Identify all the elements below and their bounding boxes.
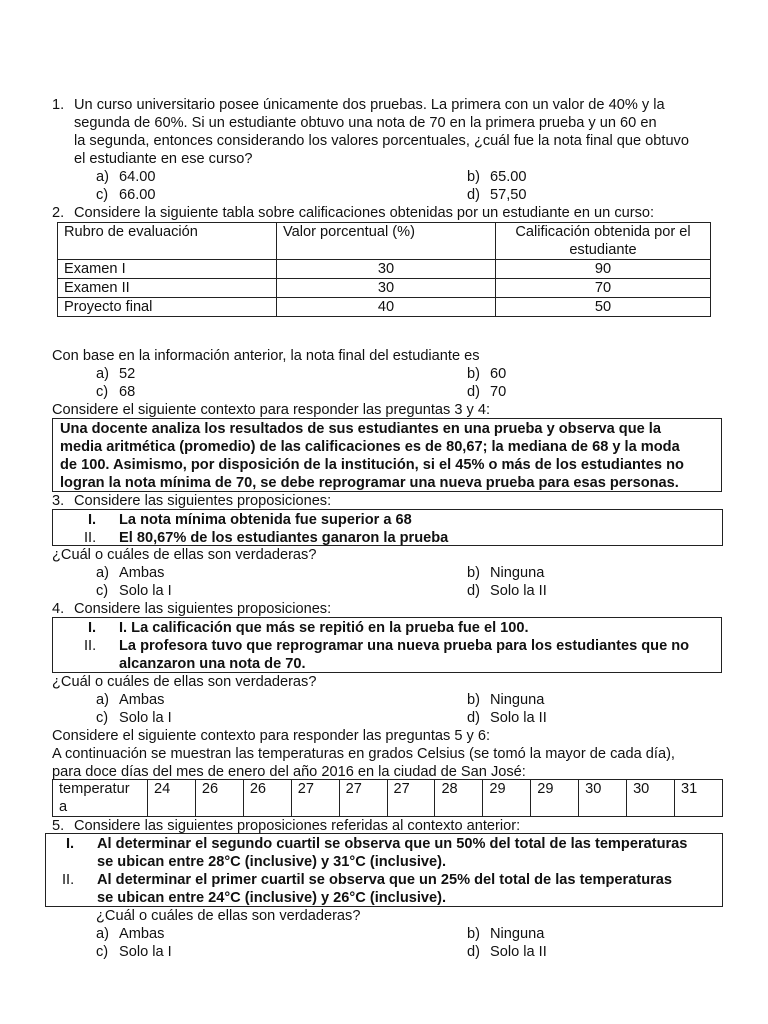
q5-prop-2-number: II. xyxy=(62,872,75,888)
q3-option-a-letter: a) xyxy=(96,565,109,581)
q3-number: 3. xyxy=(52,493,65,509)
q1-option-a-letter: a) xyxy=(96,169,109,185)
q5-option-b-letter: b) xyxy=(467,926,480,942)
q3-option-c-letter: c) xyxy=(96,583,109,599)
table-cell: 90 xyxy=(496,260,711,279)
q5-prop-1: Al determinar el segundo cuartil se observa que un 50% del total de las temperaturas xyxy=(97,836,688,852)
table-row xyxy=(58,260,711,279)
table-header-line: Calificación obtenida por el xyxy=(515,224,691,240)
q2-option-d: 70 xyxy=(490,384,507,400)
q4-option-d: Solo la II xyxy=(490,710,547,726)
temperature-cell: 27 xyxy=(387,780,435,817)
q4-option-b-letter: b) xyxy=(467,692,480,708)
temperature-cell: 29 xyxy=(531,780,579,817)
q3-option-b: Ninguna xyxy=(490,565,545,581)
q5-intro: Considere las siguientes proposiciones referidas al contexto anterior: xyxy=(74,818,521,834)
temperature-cell: 28 xyxy=(435,780,483,817)
q1-number: 1. xyxy=(52,97,65,113)
q1-option-c: 66.00 xyxy=(119,187,156,203)
context-3-4-line: media aritmética (promedio) de las calificaciones es de 80,67; la mediana de 68 y la moda xyxy=(60,439,680,455)
context-3-4-line: logran la nota mínima de 70, se debe reprogramar una nueva prueba para esas personas. xyxy=(60,475,679,491)
temperature-cell: 26 xyxy=(243,780,291,817)
table-header-cell xyxy=(496,223,711,260)
context-5-6-line: A continuación se muestran las temperaturas en grados Celsius (se tomó la mayor de cada día), xyxy=(52,746,675,762)
q5-prop-2-continued: se ubican entre 24°C (inclusive) y 26°C (inclusive). xyxy=(97,890,447,906)
table-header-row xyxy=(58,223,711,260)
context-3-4-intro: Considere el siguiente contexto para responder las preguntas 3 y 4: xyxy=(52,402,491,418)
table-cell: 50 xyxy=(496,298,711,317)
q4-option-a: Ambas xyxy=(119,692,165,708)
q2-intro: Considere la siguiente tabla sobre calificaciones obtenidas por un estudiante en un curso: xyxy=(74,205,655,221)
q3-option-d: Solo la II xyxy=(490,583,547,599)
q5-prop-1-continued: se ubican entre 28°C (inclusive) y 31°C (inclusive). xyxy=(97,854,447,870)
q1-line: la segunda, entonces considerando los valores porcentuales, ¿cuál fue la nota final que obtuvo xyxy=(74,133,689,149)
q5-option-c-letter: c) xyxy=(96,944,109,960)
grades-table xyxy=(57,222,711,317)
temperature-cell: 30 xyxy=(579,780,627,817)
table-cell: 30 xyxy=(277,260,496,279)
q1-option-d-letter: d) xyxy=(467,187,480,203)
context-5-6-line: para doce días del mes de enero del año 2016 en la ciudad de San José: xyxy=(52,764,526,780)
q4-number: 4. xyxy=(52,601,65,617)
q4-option-d-letter: d) xyxy=(467,710,480,726)
temperature-cell: 29 xyxy=(483,780,531,817)
q4-option-c: Solo la I xyxy=(119,710,172,726)
q3-option-d-letter: d) xyxy=(467,583,480,599)
q2-number: 2. xyxy=(52,205,65,221)
q5-option-a-letter: a) xyxy=(96,926,109,942)
context-3-4-line: de 100. Asimismo, por disposición de la institución, si el 45% o más de los estudiantes no xyxy=(60,457,684,473)
q3-intro: Considere las siguientes proposiciones: xyxy=(74,493,332,509)
q2-option-b: 60 xyxy=(490,366,507,382)
temperature-cell: 30 xyxy=(627,780,675,817)
temperature-table xyxy=(52,779,723,817)
q2-option-a: 52 xyxy=(119,366,136,382)
q4-question: ¿Cuál o cuáles de ellas son verdaderas? xyxy=(52,674,317,690)
q4-prop-1-number: I. xyxy=(88,620,97,636)
q1-option-d: 57,50 xyxy=(490,187,527,203)
q3-option-b-letter: b) xyxy=(467,565,480,581)
table-cell: 30 xyxy=(277,279,496,298)
table-cell: 40 xyxy=(277,298,496,317)
table-row xyxy=(58,279,711,298)
table-row xyxy=(53,780,723,817)
q2-option-b-letter: b) xyxy=(467,366,480,382)
temperature-label-cell xyxy=(53,780,148,817)
temperature-cell: 27 xyxy=(339,780,387,817)
q5-number: 5. xyxy=(52,818,65,834)
q1-line: el estudiante en ese curso? xyxy=(74,151,253,167)
temperature-label-continued: a xyxy=(59,799,68,815)
q1-option-c-letter: c) xyxy=(96,187,109,203)
q3-question: ¿Cuál o cuáles de ellas son verdaderas? xyxy=(52,547,317,563)
q5-question: ¿Cuál o cuáles de ellas son verdaderas? xyxy=(96,908,361,924)
context-3-4-line: Una docente analiza los resultados de sus estudiantes en una prueba y observa que la xyxy=(60,421,661,437)
q4-option-c-letter: c) xyxy=(96,710,109,726)
q4-prop-2-number: II. xyxy=(84,638,97,654)
table-cell: Examen II xyxy=(58,279,277,298)
q1-option-b-letter: b) xyxy=(467,169,480,185)
context-5-6-intro: Considere el siguiente contexto para responder las preguntas 5 y 6: xyxy=(52,728,491,744)
temperature-cell: 27 xyxy=(291,780,339,817)
q4-option-b: Ninguna xyxy=(490,692,545,708)
q2-option-c-letter: c) xyxy=(96,384,109,400)
q2-option-a-letter: a) xyxy=(96,366,109,382)
temperature-cell: 24 xyxy=(148,780,196,817)
q4-prop-2: La profesora tuvo que reprogramar una nueva prueba para los estudiantes que no xyxy=(119,638,690,654)
q3-prop-2: El 80,67% de los estudiantes ganaron la prueba xyxy=(119,530,449,546)
q4-intro: Considere las siguientes proposiciones: xyxy=(74,601,332,617)
table-row xyxy=(58,298,711,317)
q1-line: segunda de 60%. Si un estudiante obtuvo una nota de 70 en la primera prueba y un 60 en xyxy=(74,115,657,131)
table-header-line: estudiante xyxy=(569,242,637,258)
temperature-label: temperatur xyxy=(59,781,130,797)
q2-question: Con base en la información anterior, la nota final del estudiante es xyxy=(52,348,480,364)
table-cell: Examen I xyxy=(58,260,277,279)
q1-line: Un curso universitario posee únicamente dos pruebas. La primera con un valor de 40% y la xyxy=(74,97,665,113)
q3-prop-1: La nota mínima obtenida fue superior a 68 xyxy=(119,512,412,528)
q5-prop-2: Al determinar el primer cuartil se observa que un 25% del total de las temperaturas xyxy=(97,872,673,888)
q3-option-a: Ambas xyxy=(119,565,165,581)
q3-prop-2-number: II. xyxy=(84,530,97,546)
table-header-cell: Valor porcentual (%) xyxy=(277,223,496,260)
q1-option-a: 64.00 xyxy=(119,169,156,185)
q5-option-d: Solo la II xyxy=(490,944,547,960)
q4-prop-1: I. La calificación que más se repitió en la prueba fue el 100. xyxy=(119,620,529,636)
q1-option-b: 65.00 xyxy=(490,169,527,185)
q4-prop-2-continued: alcanzaron una nota de 70. xyxy=(119,656,306,672)
table-cell: 70 xyxy=(496,279,711,298)
q5-option-d-letter: d) xyxy=(467,944,480,960)
q2-option-d-letter: d) xyxy=(467,384,480,400)
q5-option-b: Ninguna xyxy=(490,926,545,942)
q3-option-c: Solo la I xyxy=(119,583,172,599)
q3-prop-1-number: I. xyxy=(88,512,97,528)
q5-prop-1-number: I. xyxy=(66,836,75,852)
q5-option-a: Ambas xyxy=(119,926,165,942)
table-header-cell: Rubro de evaluación xyxy=(58,223,277,260)
temperature-cell: 31 xyxy=(674,780,722,817)
table-cell: Proyecto final xyxy=(58,298,277,317)
q5-option-c: Solo la I xyxy=(119,944,172,960)
q2-option-c: 68 xyxy=(119,384,136,400)
q4-option-a-letter: a) xyxy=(96,692,109,708)
temperature-cell: 26 xyxy=(195,780,243,817)
